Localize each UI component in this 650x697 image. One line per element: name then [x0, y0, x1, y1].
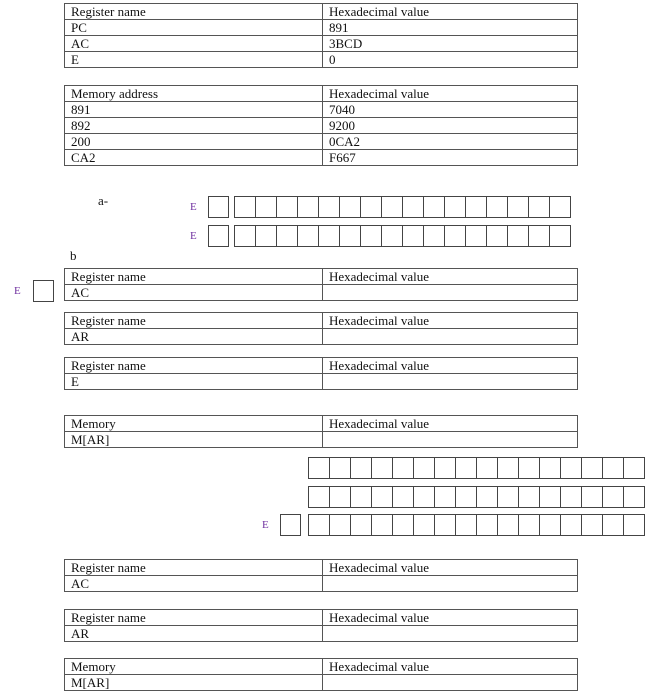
- bit-cell: [256, 197, 277, 217]
- e-label: E: [262, 519, 269, 531]
- header-cell: Register name: [65, 560, 323, 576]
- bit-cell: [256, 226, 277, 246]
- bit-cell: [424, 226, 445, 246]
- answer-table: [64, 357, 578, 390]
- register-table: [64, 3, 578, 68]
- bit-cell: [393, 515, 414, 535]
- bit-cell: [351, 515, 372, 535]
- bit-cell: [466, 197, 487, 217]
- table-row: [65, 36, 578, 52]
- bit-cell: [529, 197, 550, 217]
- bit-cell: [603, 487, 624, 507]
- bit-cell: [330, 515, 351, 535]
- bit-cell: [603, 458, 624, 478]
- cell: PC: [65, 20, 323, 36]
- bit-cell: [561, 487, 582, 507]
- bit-cell: [477, 458, 498, 478]
- bit-cell: [330, 458, 351, 478]
- bit-cell: [456, 458, 477, 478]
- bit-cell: [603, 515, 624, 535]
- bit-cell: [529, 226, 550, 246]
- bit-cell: [550, 197, 571, 217]
- answer-table: [64, 609, 578, 642]
- bit-cell: [540, 515, 561, 535]
- bit-cell: [235, 226, 256, 246]
- bit-cell: [403, 197, 424, 217]
- bit-cell: [435, 458, 456, 478]
- part-a-label: a-: [98, 193, 109, 208]
- cell: 9200: [323, 118, 578, 134]
- header-cell: Hexadecimal value: [323, 358, 578, 374]
- bit-cell: [456, 487, 477, 507]
- bit-cell: [550, 226, 571, 246]
- bit-cell: [309, 515, 330, 535]
- answer-table: [64, 415, 578, 448]
- bit-cell: [393, 458, 414, 478]
- table-row: [65, 134, 578, 150]
- bit-cell: [277, 197, 298, 217]
- table-row: [65, 432, 578, 448]
- answer-table: [64, 559, 578, 592]
- value-cell[interactable]: [323, 432, 578, 448]
- bit-register-row: [308, 514, 645, 536]
- bit-cell: [519, 458, 540, 478]
- answer-table: [64, 658, 578, 691]
- e-label: E: [190, 230, 197, 242]
- header-cell: Hexadecimal value: [323, 313, 578, 329]
- value-cell[interactable]: [323, 675, 578, 691]
- bit-register-row: [308, 486, 645, 508]
- bit-cell: [340, 197, 361, 217]
- bit-register-row: [234, 225, 571, 247]
- answer-table: [64, 268, 578, 301]
- bit-cell: [235, 197, 256, 217]
- bit-cell: [582, 458, 603, 478]
- table-row: [65, 626, 578, 642]
- cell: F667: [323, 150, 578, 166]
- cell: E: [65, 52, 323, 68]
- bit-cell: [445, 197, 466, 217]
- value-cell[interactable]: [323, 626, 578, 642]
- e-label: E: [190, 201, 197, 213]
- cell: E: [65, 374, 323, 390]
- answer-table: [64, 312, 578, 345]
- e-label: E: [14, 285, 21, 297]
- header-cell: Hexadecimal value: [323, 269, 578, 285]
- bit-cell: [393, 487, 414, 507]
- part-b-label: b: [70, 248, 77, 263]
- bit-cell: [372, 458, 393, 478]
- bit-cell: [477, 487, 498, 507]
- bit-cell: [414, 487, 435, 507]
- table-row: [65, 675, 578, 691]
- bit-cell: [361, 197, 382, 217]
- cell: 7040: [323, 102, 578, 118]
- bit-cell: [466, 226, 487, 246]
- bit-cell: [435, 487, 456, 507]
- bit-cell: [582, 515, 603, 535]
- table-row: [65, 576, 578, 592]
- value-cell[interactable]: [323, 285, 578, 301]
- bit-cell: [540, 458, 561, 478]
- cell: M[AR]: [65, 675, 323, 691]
- bit-cell: [519, 515, 540, 535]
- bit-cell: [508, 197, 529, 217]
- header-cell: Register name: [65, 269, 323, 285]
- table-row: [65, 285, 578, 301]
- cell: AC: [65, 36, 323, 52]
- cell: AR: [65, 329, 323, 345]
- bit-cell: [351, 458, 372, 478]
- header-cell: Hexadecimal value: [323, 610, 578, 626]
- header-cell: Register name: [65, 610, 323, 626]
- bit-cell: [330, 487, 351, 507]
- cell: M[AR]: [65, 432, 323, 448]
- value-cell[interactable]: [323, 576, 578, 592]
- bit-cell: [277, 226, 298, 246]
- bit-cell: [561, 515, 582, 535]
- bit-cell: [624, 487, 645, 507]
- table-row: [65, 102, 578, 118]
- bit-cell: [498, 487, 519, 507]
- cell: 3BCD: [323, 36, 578, 52]
- bit-cell: [361, 226, 382, 246]
- table-row: [65, 118, 578, 134]
- bit-cell: [372, 515, 393, 535]
- value-cell[interactable]: [323, 329, 578, 345]
- cell: AR: [65, 626, 323, 642]
- bit-cell: [340, 226, 361, 246]
- e-bit-box: [208, 225, 229, 247]
- bit-register-row: [308, 457, 645, 479]
- bit-cell: [298, 197, 319, 217]
- e-bit-box: [280, 514, 301, 536]
- bit-cell: [372, 487, 393, 507]
- table-row: [65, 329, 578, 345]
- cell: 891: [65, 102, 323, 118]
- bit-cell: [582, 487, 603, 507]
- bit-register-row: [234, 196, 571, 218]
- bit-cell: [445, 226, 466, 246]
- bit-cell: [319, 226, 340, 246]
- cell: AC: [65, 285, 323, 301]
- header-cell: Register name: [65, 4, 323, 20]
- header-cell: Memory address: [65, 86, 323, 102]
- bit-cell: [424, 197, 445, 217]
- bit-cell: [487, 197, 508, 217]
- header-cell: Hexadecimal value: [323, 659, 578, 675]
- e-bit-box: [208, 196, 229, 218]
- bit-cell: [508, 226, 529, 246]
- header-cell: Hexadecimal value: [323, 4, 578, 20]
- table-row: [65, 374, 578, 390]
- bit-cell: [561, 458, 582, 478]
- value-cell[interactable]: [323, 374, 578, 390]
- header-cell: Memory: [65, 659, 323, 675]
- bit-cell: [498, 515, 519, 535]
- bit-cell: [487, 226, 508, 246]
- header-cell: Hexadecimal value: [323, 560, 578, 576]
- cell: 0: [323, 52, 578, 68]
- cell: 892: [65, 118, 323, 134]
- header-cell: Memory: [65, 416, 323, 432]
- cell: 891: [323, 20, 578, 36]
- table-row: [65, 52, 578, 68]
- bit-cell: [519, 487, 540, 507]
- bit-cell: [351, 487, 372, 507]
- cell: 0CA2: [323, 134, 578, 150]
- bit-cell: [414, 515, 435, 535]
- bit-cell: [382, 197, 403, 217]
- bit-cell: [498, 458, 519, 478]
- header-cell: Hexadecimal value: [323, 416, 578, 432]
- bit-cell: [624, 515, 645, 535]
- header-cell: Register name: [65, 358, 323, 374]
- table-row: [65, 150, 578, 166]
- bit-cell: [309, 487, 330, 507]
- cell: CA2: [65, 150, 323, 166]
- bit-cell: [414, 458, 435, 478]
- bit-cell: [309, 458, 330, 478]
- header-cell: Hexadecimal value: [323, 86, 578, 102]
- e-bit-box: [33, 280, 54, 302]
- header-cell: Register name: [65, 313, 323, 329]
- table-row: [65, 20, 578, 36]
- bit-cell: [477, 515, 498, 535]
- bit-cell: [403, 226, 424, 246]
- cell: AC: [65, 576, 323, 592]
- bit-cell: [382, 226, 403, 246]
- cell: 200: [65, 134, 323, 150]
- bit-cell: [540, 487, 561, 507]
- bit-cell: [435, 515, 456, 535]
- bit-cell: [298, 226, 319, 246]
- bit-cell: [319, 197, 340, 217]
- bit-cell: [624, 458, 645, 478]
- bit-cell: [456, 515, 477, 535]
- memory-table: [64, 85, 578, 166]
